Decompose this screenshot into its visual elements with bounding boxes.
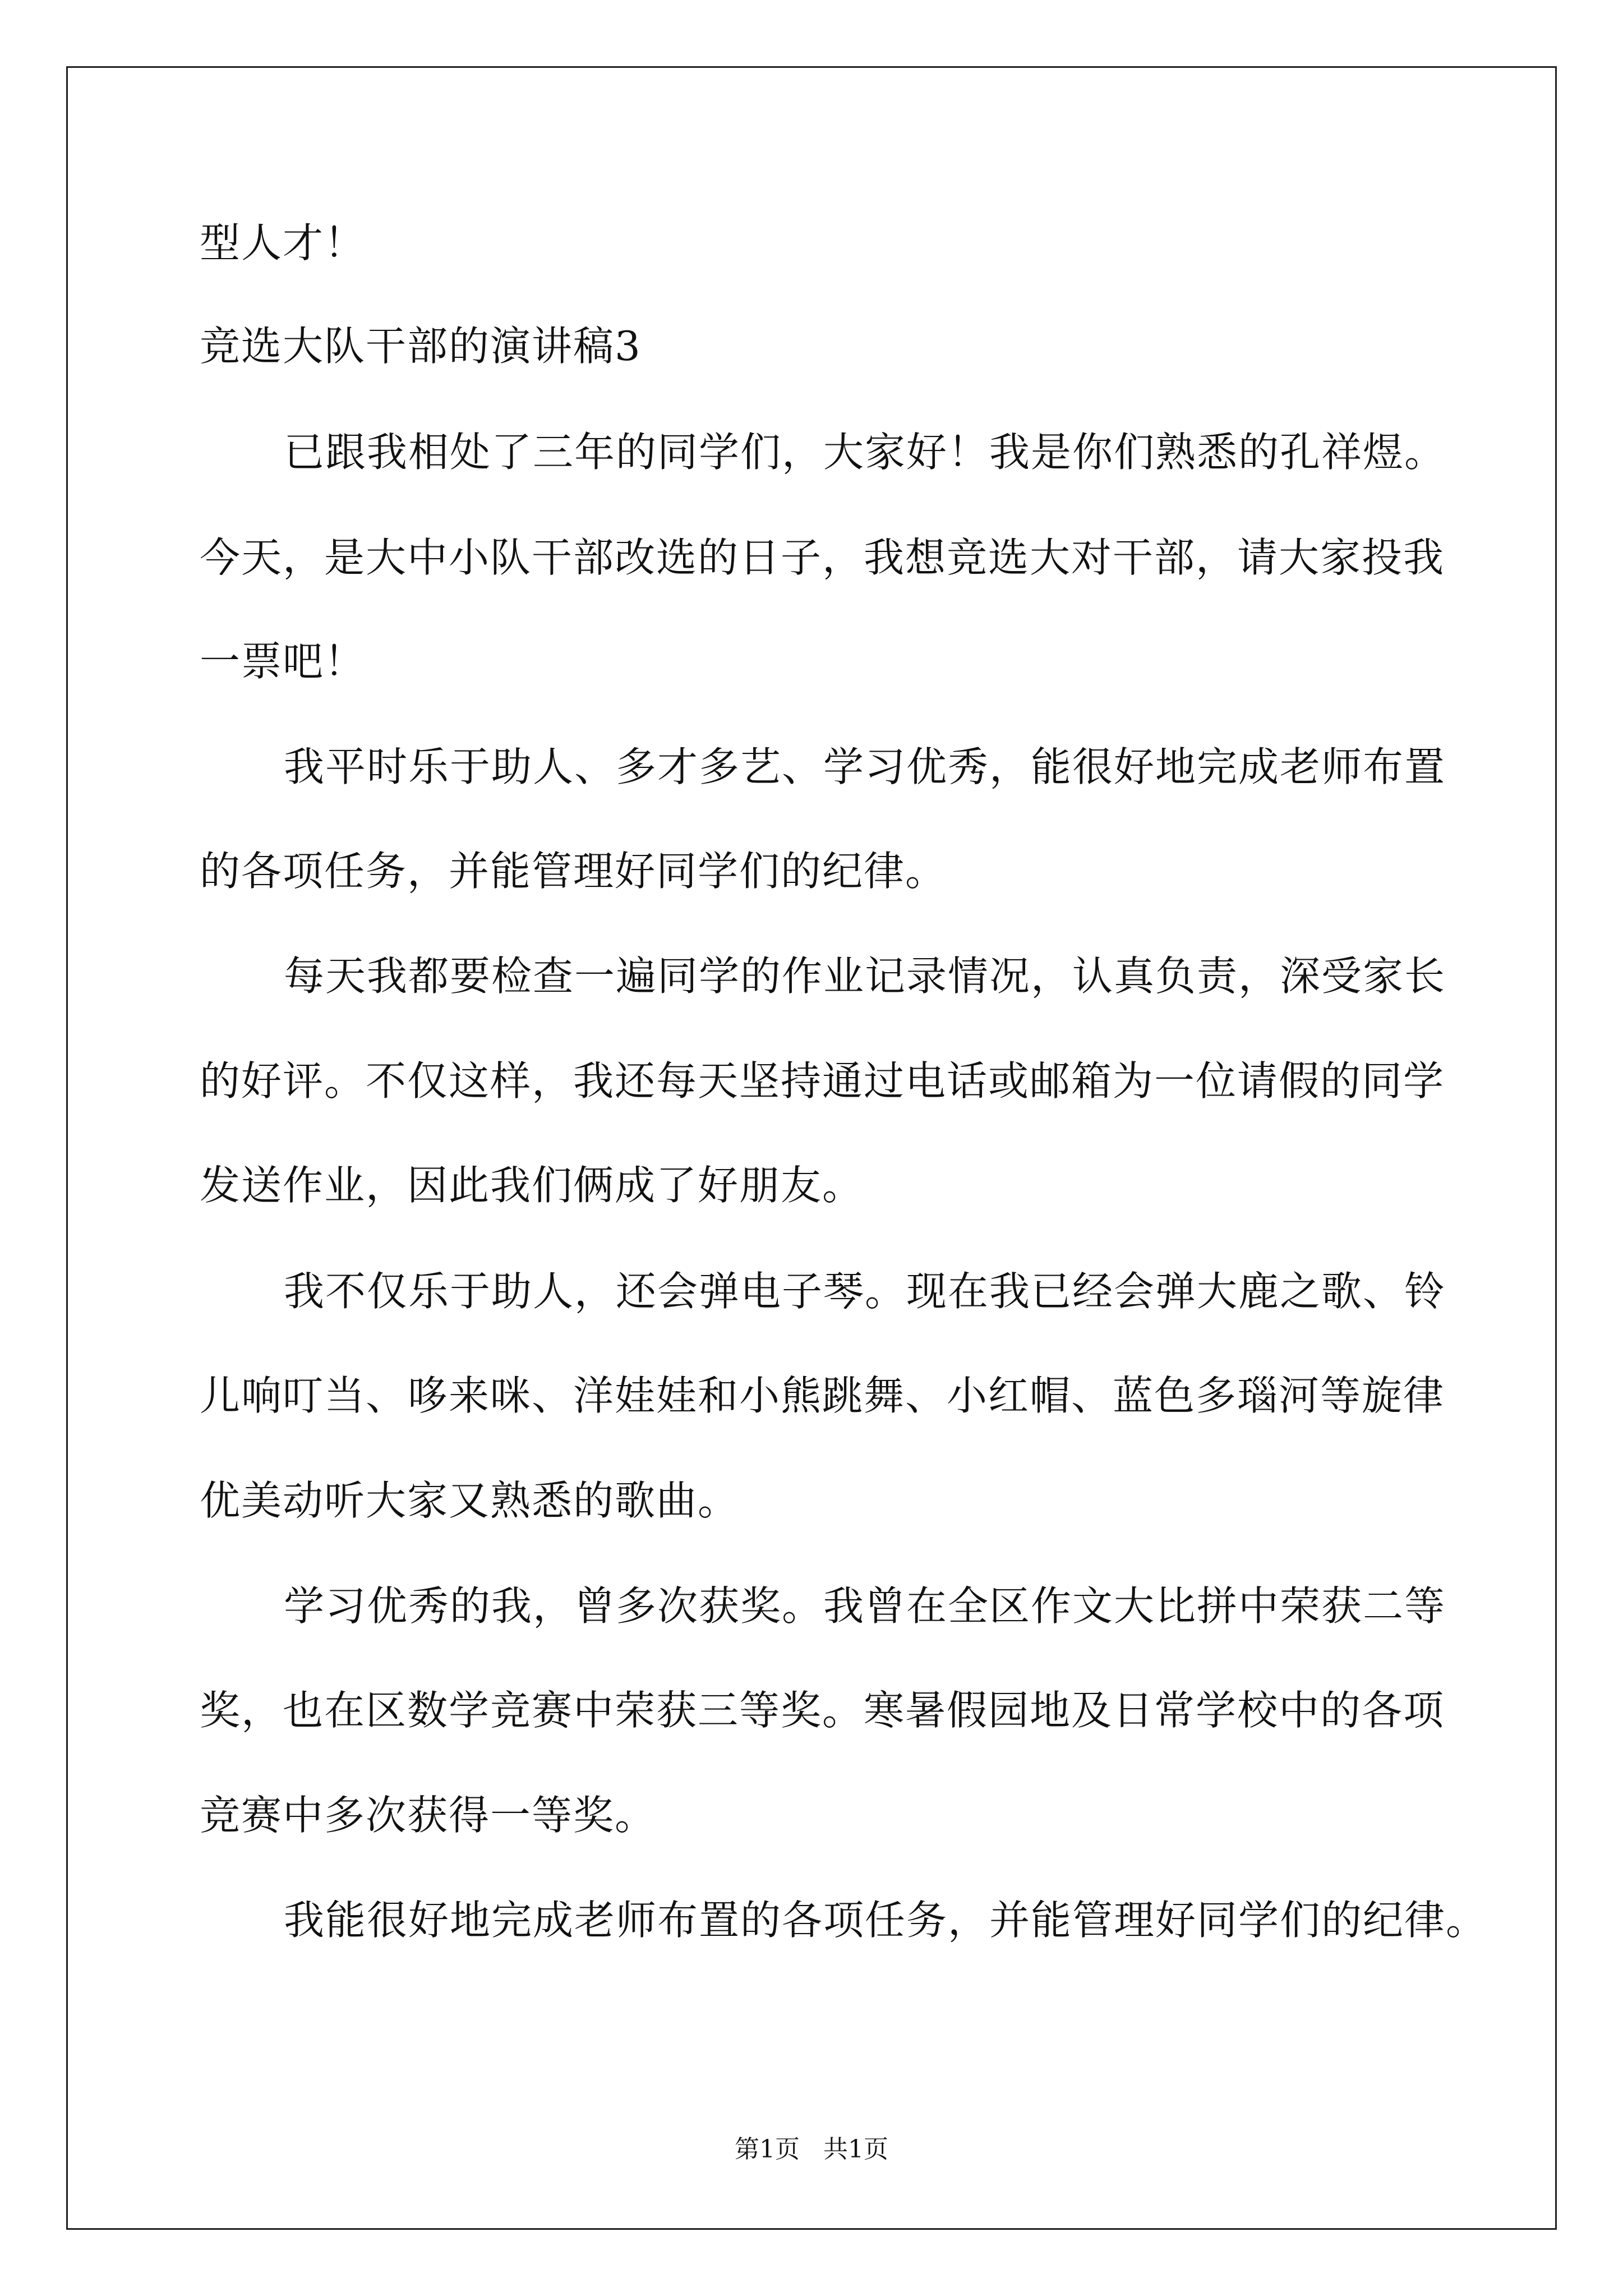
text-line: 优美动听大家又熟悉的歌曲。: [200, 1477, 740, 1524]
text-line: 已跟我相处了三年的同学们，大家好！我是你们熟悉的孔祥煜。: [284, 429, 1446, 476]
text-line: 今天，是大中小队干部改选的日子，我想竞选大对干部，请大家投我: [200, 534, 1445, 581]
text-line: 每天我都要检查一遍同学的作业记录情况，认真负责，深受家长: [284, 953, 1446, 1000]
text-line: 一票吧！: [200, 638, 366, 685]
text-line: 的各项任务，并能管理好同学们的纪律。: [200, 848, 947, 895]
text-line: 学习优秀的我，曾多次获奖。我曾在全区作文大比拼中荣获二等: [284, 1582, 1446, 1630]
section-title: 竞选大队干部的演讲稿3: [200, 323, 642, 370]
text-line: 竞赛中多次获得一等奖。: [200, 1792, 657, 1839]
text-line: 发送作业，因此我们俩成了好朋友。: [200, 1162, 864, 1209]
text-line: 奖，也在区数学竞赛中荣获三等奖。寒暑假园地及日常学校中的各项: [200, 1687, 1445, 1734]
text-line: 我平时乐于助人、多才多艺、学习优秀，能很好地完成老师布置: [284, 743, 1446, 790]
page-footer: 第1页 共1页: [735, 2135, 888, 2164]
text-line: 型人才！: [200, 219, 366, 266]
text-line: 我能很好地完成老师布置的各项任务，并能管理好同学们的纪律。: [284, 1897, 1488, 1944]
text-line: 儿响叮当、哆来咪、洋娃娃和小熊跳舞、小红帽、蓝色多瑙河等旋律: [200, 1372, 1445, 1419]
text-line: 我不仅乐于助人，还会弹电子琴。现在我已经会弹大鹿之歌、铃: [284, 1268, 1446, 1315]
text-line: 的好评。不仅这样，我还每天坚持通过电话或邮箱为一位请假的同学: [200, 1057, 1445, 1105]
